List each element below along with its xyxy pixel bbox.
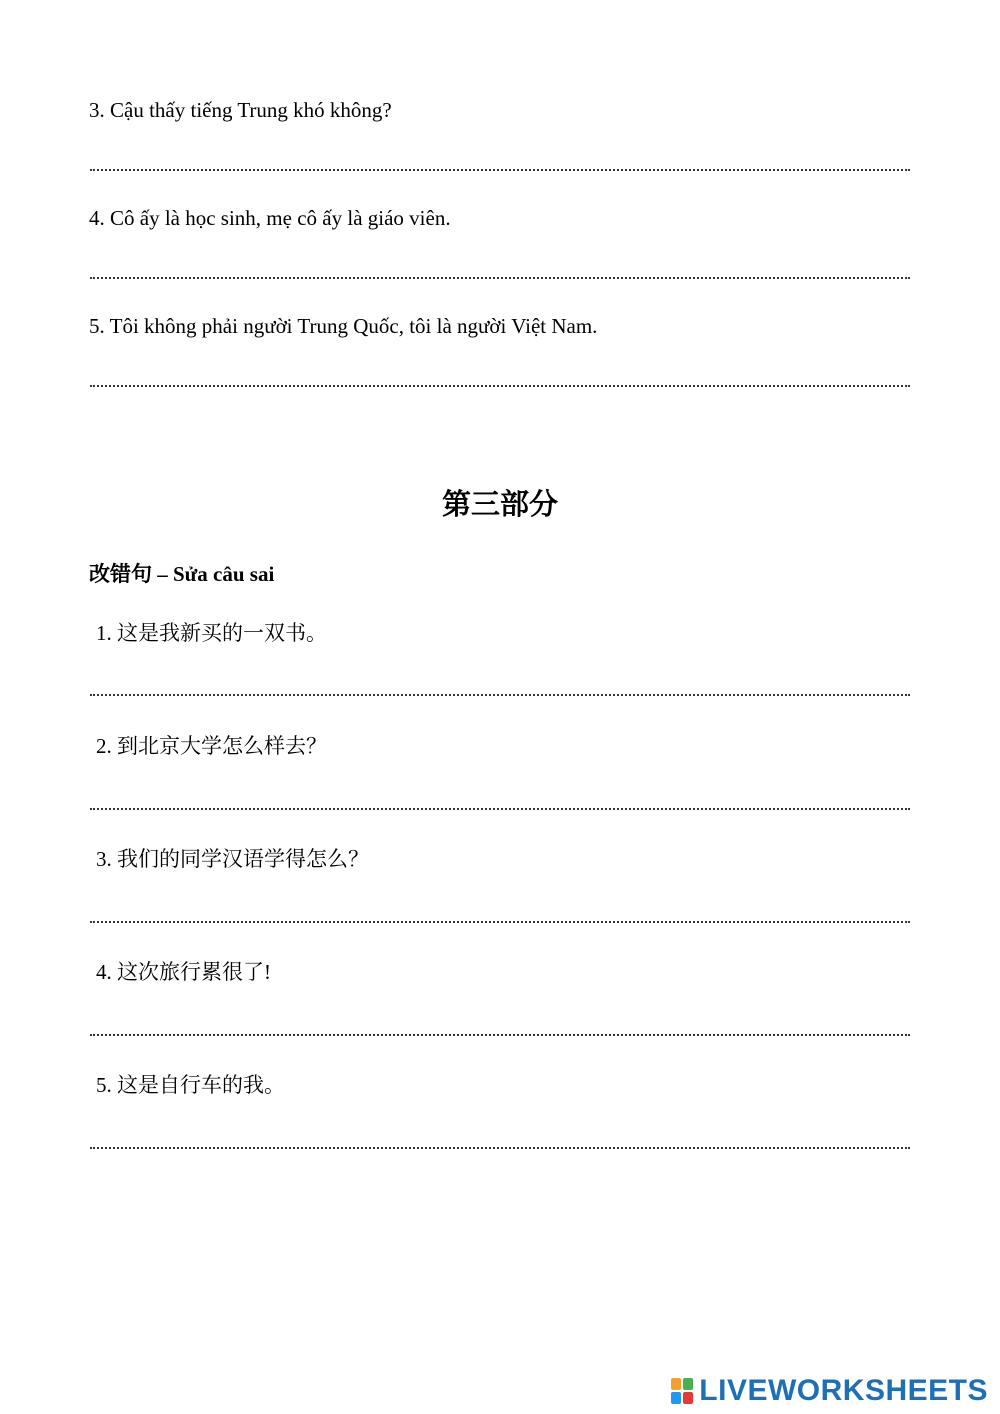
sentence-5: 5. 这是自行车的我。 [96, 1073, 285, 1097]
answer-line-3[interactable] [90, 161, 910, 171]
sentence-4: 4. 这次旅行累很了! [96, 960, 271, 984]
sentence-1: 1. 这是我新买的一双书。 [96, 621, 327, 645]
liveworksheets-logo [671, 1374, 988, 1408]
sentence-3: 3. 我们的同学汉语学得怎么？ [96, 847, 369, 871]
sentence-2: 2. 到北京大学怎么样去？ [96, 734, 327, 758]
question-4: 4. Cô ấy là học sinh, mẹ cô ấy là giáo viên. [89, 206, 451, 230]
answer-line-4[interactable] [90, 269, 910, 279]
instruction-vi: – Sửa câu sai [152, 562, 275, 586]
logo-mark-square [671, 1392, 681, 1404]
correction-line-5[interactable] [90, 1139, 910, 1149]
question-3: 3. Cậu thấy tiếng Trung khó không? [89, 98, 392, 122]
logo-mark-square [671, 1378, 681, 1390]
answer-line-5[interactable] [90, 377, 910, 387]
instruction-cn: 改错句 [89, 562, 152, 586]
correction-line-2[interactable] [90, 800, 910, 810]
logo-mark-square [683, 1392, 693, 1404]
correction-line-3[interactable] [90, 913, 910, 923]
correction-line-4[interactable] [90, 1026, 910, 1036]
section-instruction [89, 561, 274, 587]
logo-mark-icon [671, 1378, 693, 1404]
question-5: 5. Tôi không phải người Trung Quốc, tôi là người Việt Nam. [89, 314, 598, 338]
correction-line-1[interactable] [90, 686, 910, 696]
logo-mark-square [683, 1378, 693, 1390]
logo-text: LIVEWORKSHEETS [699, 1374, 988, 1407]
section-heading: 第三部分 [441, 487, 558, 521]
